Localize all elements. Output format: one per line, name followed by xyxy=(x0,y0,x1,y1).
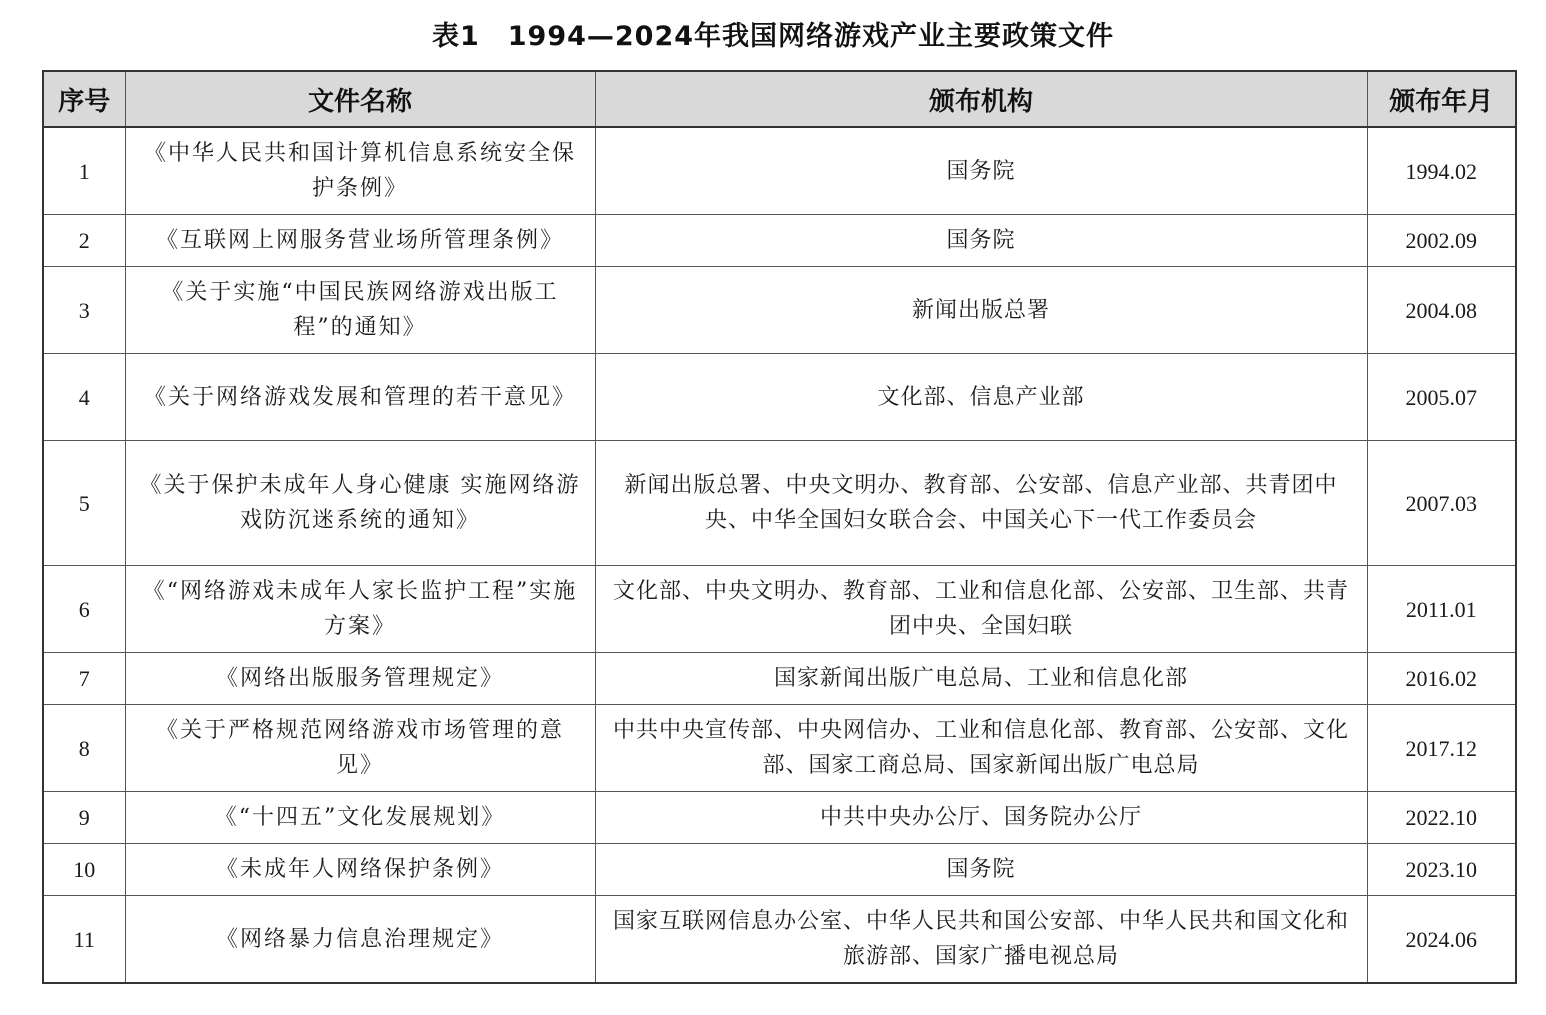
row-serial: 8 xyxy=(43,705,125,792)
table-row xyxy=(43,215,1516,267)
row-serial: 2 xyxy=(43,215,125,267)
row-issuing-authority: 国家新闻出版广电总局、工业和信息化部 xyxy=(595,653,1367,705)
table-row xyxy=(43,441,1516,566)
row-serial: 4 xyxy=(43,354,125,441)
row-issue-date: 2023.10 xyxy=(1367,844,1516,896)
row-issuing-authority: 国务院 xyxy=(595,844,1367,896)
row-issue-date: 2011.01 xyxy=(1367,566,1516,653)
table-row xyxy=(43,127,1516,215)
header-issuing-authority: 颁布机构 xyxy=(595,71,1367,127)
row-issue-date: 2024.06 xyxy=(1367,896,1516,984)
row-issuing-authority: 国务院 xyxy=(595,215,1367,267)
row-serial: 9 xyxy=(43,792,125,844)
row-serial: 6 xyxy=(43,566,125,653)
table-row xyxy=(43,844,1516,896)
row-issuing-authority: 文化部、信息产业部 xyxy=(595,354,1367,441)
row-issuing-authority: 文化部、中央文明办、教育部、工业和信息化部、公安部、卫生部、共青团中央、全国妇联 xyxy=(595,566,1367,653)
row-issue-date: 2017.12 xyxy=(1367,705,1516,792)
header-serial: 序号 xyxy=(43,71,125,127)
table-row xyxy=(43,705,1516,792)
header-issue-date: 颁布年月 xyxy=(1367,71,1516,127)
row-issue-date: 1994.02 xyxy=(1367,127,1516,215)
table-row xyxy=(43,896,1516,984)
table-row xyxy=(43,267,1516,354)
row-document-name: 《互联网上网服务营业场所管理条例》 xyxy=(125,215,595,267)
row-document-name: 《“网络游戏未成年人家长监护工程”实施方案》 xyxy=(125,566,595,653)
row-issuing-authority: 中共中央宣传部、中央网信办、工业和信息化部、教育部、公安部、文化部、国家工商总局、国家新闻出版广电总局 xyxy=(595,705,1367,792)
row-serial: 7 xyxy=(43,653,125,705)
policy-table xyxy=(42,70,1517,984)
row-serial: 11 xyxy=(43,896,125,984)
table-row xyxy=(43,354,1516,441)
header-row xyxy=(43,71,1516,127)
row-issuing-authority: 国家互联网信息办公室、中华人民共和国公安部、中华人民共和国文化和旅游部、国家广播电视总局 xyxy=(595,896,1367,984)
table-row xyxy=(43,566,1516,653)
row-document-name: 《未成年人网络保护条例》 xyxy=(125,844,595,896)
row-serial: 5 xyxy=(43,441,125,566)
row-document-name: 《关于实施“中国民族网络游戏出版工程”的通知》 xyxy=(125,267,595,354)
row-issue-date: 2005.07 xyxy=(1367,354,1516,441)
row-document-name: 《网络出版服务管理规定》 xyxy=(125,653,595,705)
table-title: 表1 1994—2024年我国网络游戏产业主要政策文件 xyxy=(431,21,1115,52)
table-row xyxy=(43,653,1516,705)
table-row xyxy=(43,792,1516,844)
row-document-name: 《关于网络游戏发展和管理的若干意见》 xyxy=(125,354,595,441)
row-document-name: 《中华人民共和国计算机信息系统安全保护条例》 xyxy=(125,127,595,215)
row-serial: 3 xyxy=(43,267,125,354)
row-issuing-authority: 中共中央办公厅、国务院办公厅 xyxy=(595,792,1367,844)
row-document-name: 《网络暴力信息治理规定》 xyxy=(125,896,595,984)
row-issue-date: 2002.09 xyxy=(1367,215,1516,267)
row-issuing-authority: 国务院 xyxy=(595,127,1367,215)
row-document-name: 《关于保护未成年人身心健康 实施网络游戏防沉迷系统的通知》 xyxy=(125,441,595,566)
row-document-name: 《“十四五”文化发展规划》 xyxy=(125,792,595,844)
row-issuing-authority: 新闻出版总署 xyxy=(595,267,1367,354)
row-issue-date: 2004.08 xyxy=(1367,267,1516,354)
row-serial: 1 xyxy=(43,127,125,215)
row-document-name: 《关于严格规范网络游戏市场管理的意见》 xyxy=(125,705,595,792)
row-issue-date: 2016.02 xyxy=(1367,653,1516,705)
row-issue-date: 2022.10 xyxy=(1367,792,1516,844)
row-serial: 10 xyxy=(43,844,125,896)
header-document-name: 文件名称 xyxy=(125,71,595,127)
row-issue-date: 2007.03 xyxy=(1367,441,1516,566)
row-issuing-authority: 新闻出版总署、中央文明办、教育部、公安部、信息产业部、共青团中央、中华全国妇女联合会、中国关心下一代工作委员会 xyxy=(595,441,1367,566)
